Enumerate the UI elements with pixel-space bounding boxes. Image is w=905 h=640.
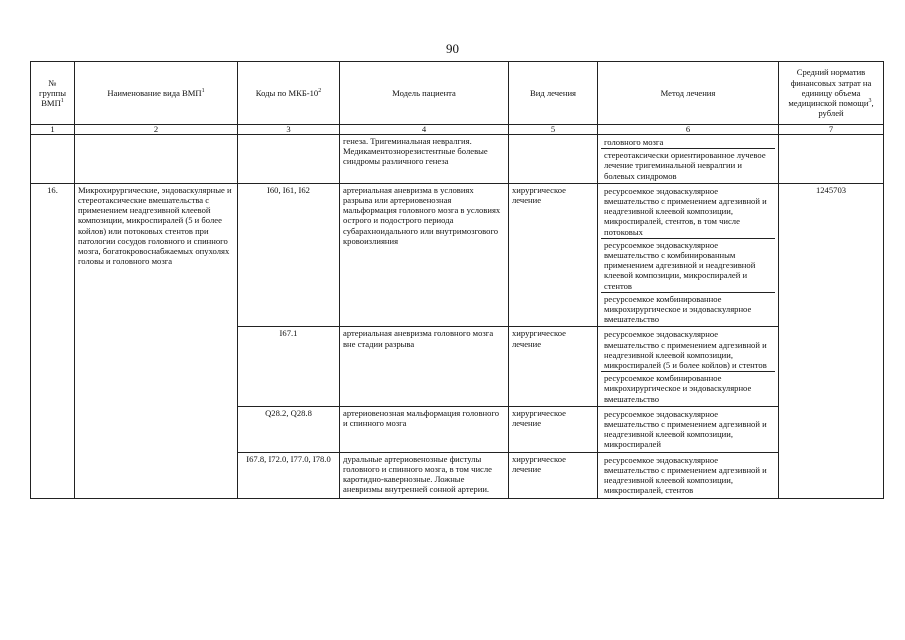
column-number: 1 — [31, 125, 75, 135]
treatment-method: ресурсоемкое эндоваскулярное вмешательство с применением адгезивной и неадгезивной клеевой композиции, микроспиралей (5 и более койлов) и стентов — [601, 328, 775, 372]
header-cost-norm: Средний норматив финансовых затрат на единицу объема медицинской помощи$^3$, рублей — [779, 62, 884, 125]
treatment-type-cell: хирургическое лечение — [509, 183, 598, 327]
icd-codes-cell: I67.8, I72.0, I77.0, I78.0 — [238, 452, 340, 498]
column-number: 4 — [340, 125, 509, 135]
header-group-number: № группы ВМП$^1$ — [31, 62, 75, 125]
column-number: 3 — [238, 125, 340, 135]
header-vmp-name: Наименование вида ВМП$^1$ — [75, 62, 238, 125]
treatment-method-cell — [598, 135, 779, 184]
patient-model-cell: артериальная аневризма головного мозга вне стадии разрыва — [340, 327, 509, 406]
page-number: 90 — [446, 41, 459, 56]
treatment-method: ресурсоемкое эндоваскулярное вмешательство с применением адгезивной и неадгезивной клеевой композиции, микроспиралей, стентов — [604, 454, 767, 496]
treatment-method: ресурсоемкое комбинированное микрохирургическое и эндоваскулярное вмешательство — [604, 293, 752, 325]
treatment-method-cell — [598, 406, 779, 452]
treatment-method: ресурсоемкое эндоваскулярное вмешательство с применением адгезивной и неадгезивной клеевой композиции, микроспиралей — [604, 408, 767, 450]
icd-codes-cell: I67.1 — [238, 327, 340, 406]
header-patient-model: Модель пациента — [340, 62, 509, 125]
column-number: 2 — [75, 125, 238, 135]
icd-codes-cell: I60, I61, I62 — [238, 183, 340, 327]
table-row — [31, 183, 884, 327]
column-number: 5 — [509, 125, 598, 135]
treatment-method: стереотаксически ориентированное лучевое лечение тригеминальной невралгии и болевых синдромов — [604, 150, 766, 181]
cost-cell: 1245703 — [779, 183, 884, 498]
treatment-method-cell — [598, 183, 779, 327]
table-header-row — [31, 62, 884, 125]
vmp-name-cell: Микрохирургические, эндоваскулярные и стереотаксические вмешательства с применением неадгезивной клеевой композиции, микроспиралей (5 и более койлов) или потоковых стентов при патологии сосудов головного и спинного мозга, богатокровоснабжаемых опухолях головы и головного мозга — [75, 183, 238, 498]
treatment-method: ресурсоемкое эндоваскулярное вмешательство с применением адгезивной и неадгезивной клеевой композиции, микроспиралей, стентов, в том числе потоковых — [601, 185, 775, 239]
group-number-cell: 16. — [31, 183, 75, 498]
header-icd-codes: Коды по МКБ-$10^2$ — [238, 62, 340, 125]
treatment-method: головного мозга — [601, 136, 775, 149]
patient-model-cell: артериальная аневризма в условиях разрыва или артериовенозная мальформация головного мозга в условиях острого и подострого периода субарахноидального или внутримозгового кровоизлияния — [340, 183, 509, 327]
column-number: 7 — [779, 125, 884, 135]
header-treatment-type: Вид лечения — [509, 62, 598, 125]
patient-model-cell: генеза. Тригеминальная невралгия. Медикаментознорезистентные болевые синдромы различного генеза — [340, 135, 509, 184]
table-row — [31, 135, 884, 184]
vmp-table — [30, 61, 884, 499]
header-treatment-method: Метод лечения — [598, 62, 779, 125]
patient-model-cell: артериовенозная мальформация головного и спинного мозга — [340, 406, 509, 452]
column-number-row — [31, 125, 884, 135]
column-number: 6 — [598, 125, 779, 135]
patient-model-cell: дуральные артериовенозные фистулы головного и спинного мозга, в том числе каротидно-кавернозные. Ложные аневризмы внутренней сонной артерии. — [340, 452, 509, 498]
treatment-type-cell: хирургическое лечение — [509, 406, 598, 452]
treatment-method: ресурсоемкое комбинированное микрохирургическое и эндоваскулярное вмешательство — [604, 373, 752, 404]
icd-codes-cell: Q28.2, Q28.8 — [238, 406, 340, 452]
treatment-type-cell: хирургическое лечение — [509, 327, 598, 406]
treatment-method-cell — [598, 452, 779, 498]
treatment-method-cell — [598, 327, 779, 406]
treatment-type-cell: хирургическое лечение — [509, 452, 598, 498]
treatment-method: ресурсоемкое эндоваскулярное вмешательство с комбинированным применением адгезивной и неадгезивной клеевой композиции, микроспиралей и стентов — [601, 239, 775, 293]
